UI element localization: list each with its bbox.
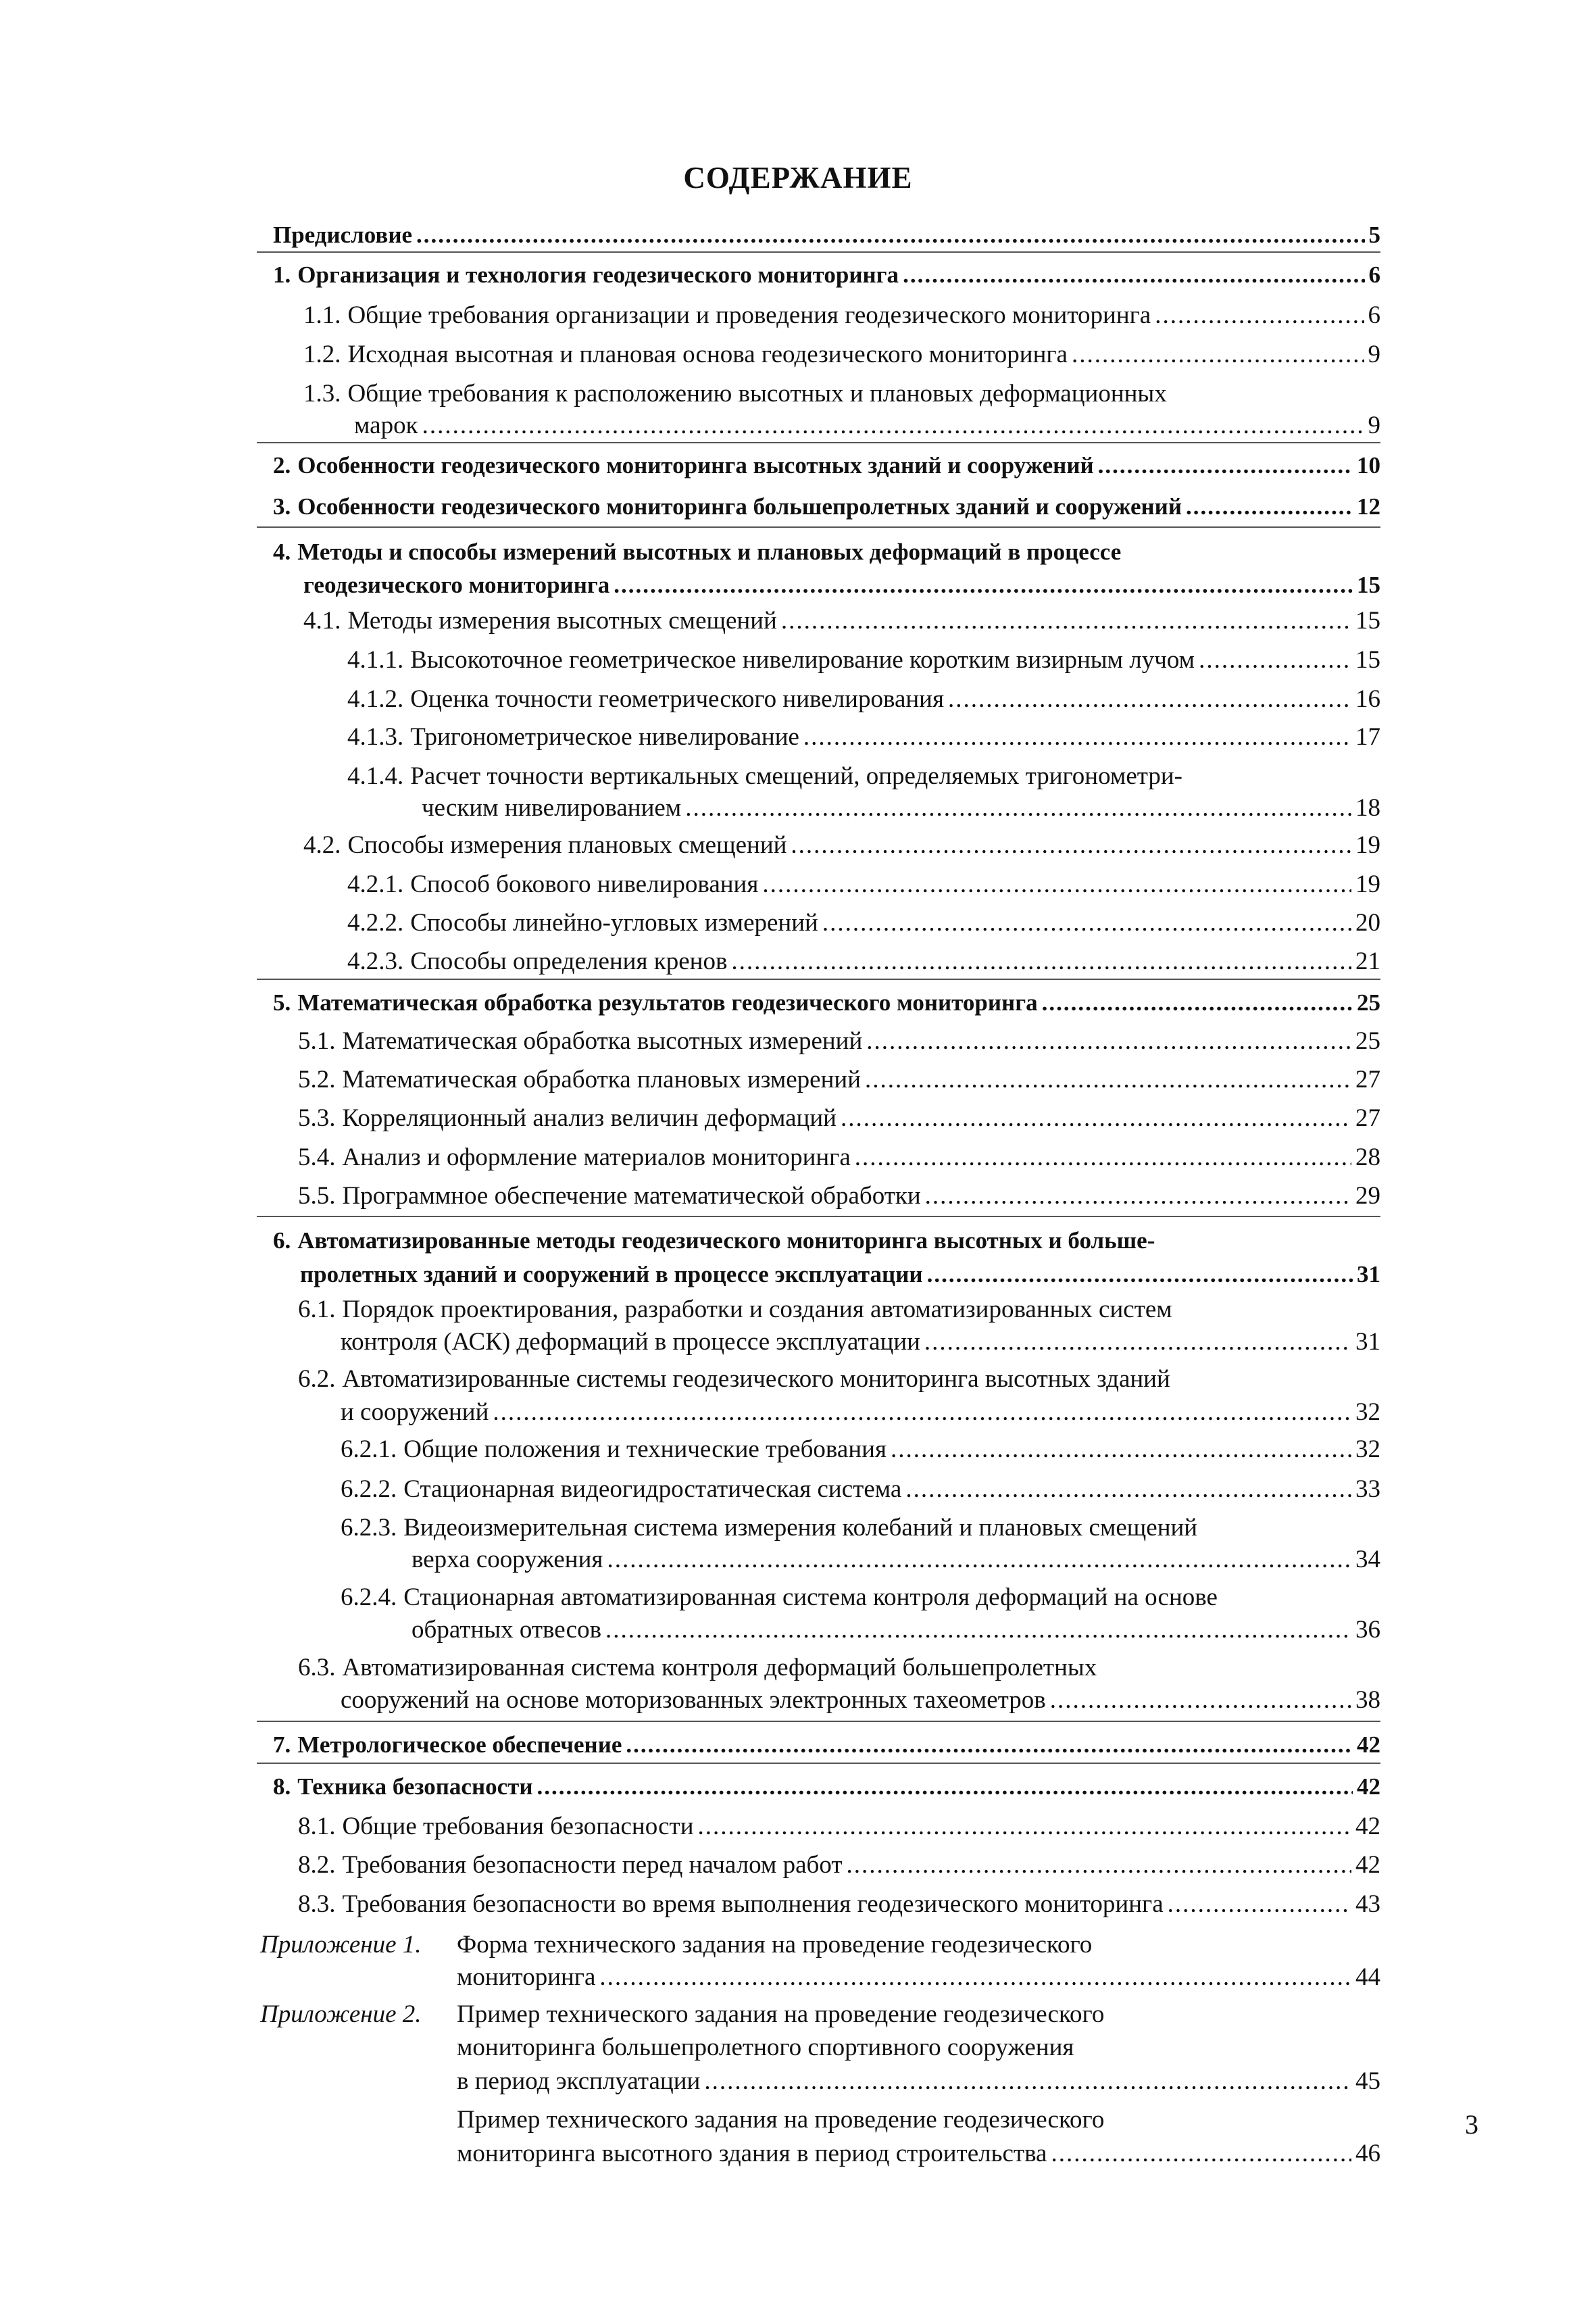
- toc-entry-title-continued: геодезического мониторинга: [303, 572, 610, 598]
- toc-entry-title-continued: верха сооружения: [412, 1546, 603, 1573]
- toc-entry-page: 44: [1355, 1963, 1380, 1991]
- appendix-title-line: мониторинга большепролетного спортивного сооружения: [457, 2034, 1074, 2061]
- toc-entry-title: Общие требования организации и проведения геодезического мониторинга: [347, 301, 1151, 329]
- appendix-entry-3[interactable]: [457, 2104, 1104, 2136]
- toc-entry-title: Способы определения кренов: [410, 947, 728, 975]
- toc-entry-title: Исходная высотная и плановая основа геодезического мониторинга: [347, 341, 1068, 368]
- dot-leader: [1050, 1684, 1351, 1717]
- dot-leader: [925, 1180, 1351, 1212]
- toc-entry-number: 4.1.: [303, 607, 341, 635]
- dot-leader: [803, 721, 1351, 754]
- section-divider: [257, 1721, 1380, 1722]
- appendix-title-line: в период эксплуатации: [457, 2067, 701, 2095]
- dot-leader: [416, 219, 1364, 251]
- appendix-entry-1-line-2[interactable]: [457, 1961, 1380, 1994]
- toc-entry-page: 42: [1357, 1731, 1380, 1758]
- toc-entry-title: Особенности геодезического мониторинга высотных зданий и сооружений: [297, 452, 1094, 478]
- dot-leader: [847, 1849, 1351, 1881]
- toc-entry-title: Математическая обработка результатов геодезического мониторинга: [297, 989, 1038, 1016]
- appendix-entry-1[interactable]: [457, 1929, 1092, 1961]
- section-divider: [257, 979, 1380, 980]
- toc-entry-number: 6.3.: [298, 1654, 336, 1681]
- toc-entry-number: 6.2.: [298, 1365, 336, 1393]
- toc-entry-number: 6.1.: [298, 1296, 336, 1323]
- toc-entry-number: 5.4.: [298, 1143, 336, 1171]
- toc-entry-6-2-3-continuation[interactable]: [412, 1544, 1380, 1576]
- toc-entry-4-1[interactable]: [303, 605, 1380, 637]
- toc-entry-4-2-2[interactable]: [347, 907, 1380, 939]
- toc-entry-number: 4.1.3.: [347, 723, 404, 751]
- toc-entry-page: 31: [1355, 1328, 1380, 1356]
- toc-entry-number: 6.2.3.: [341, 1514, 397, 1542]
- toc-entry-title: Организация и технология геодезического мониторинга: [297, 262, 899, 288]
- toc-entry-page: 45: [1355, 2067, 1380, 2095]
- dot-leader: [1199, 644, 1351, 676]
- toc-entry-8-3[interactable]: [298, 1888, 1380, 1921]
- dot-leader: [698, 1811, 1351, 1843]
- toc-entry-title: Требования безопасности перед началом работ: [342, 1851, 843, 1879]
- toc-entry-number: 4.2.3.: [347, 947, 404, 975]
- toc-title: СОДЕРЖАНИЕ: [683, 161, 913, 195]
- toc-entry-title: Общие положения и технические требования: [403, 1435, 887, 1463]
- toc-entry-page: 25: [1355, 1027, 1380, 1055]
- dot-leader: [948, 683, 1351, 716]
- toc-entry-title: Метрологическое обеспечение: [297, 1731, 622, 1758]
- dot-leader: [731, 945, 1351, 978]
- toc-entry-5-3[interactable]: [298, 1102, 1380, 1135]
- toc-entry-number: 1.3.: [303, 380, 341, 408]
- toc-entry-title: Высокоточное геометрическое нивелирование коротким визирным лучом: [410, 646, 1195, 674]
- toc-entry-title: Расчет точности вертикальных смещений, определяемых тригонометри-: [410, 762, 1182, 790]
- toc-entry-number: 5.1.: [298, 1027, 336, 1055]
- toc-entry-number: 8.1.: [298, 1813, 336, 1840]
- toc-entry-page: 15: [1357, 572, 1380, 598]
- toc-entry-title: Порядок проектирования, разработки и создания автоматизированных систем: [342, 1296, 1172, 1323]
- toc-entry-4-1-3[interactable]: [347, 721, 1380, 754]
- toc-entry-title-continued: ческим нивелированием: [422, 794, 682, 822]
- appendix-entry-2-line-2[interactable]: [457, 2032, 1074, 2064]
- toc-entry-title: Автоматизированная система контроля деформаций большепролетных: [342, 1654, 1097, 1681]
- toc-entry-1[interactable]: [273, 259, 1380, 291]
- toc-entry-number: 6.2.2.: [341, 1475, 397, 1503]
- toc-entry-number: 6.2.4.: [341, 1583, 397, 1611]
- toc-entry-number: 4.1.2.: [347, 685, 404, 713]
- toc-entry-title: Видеоизмерительная система измерения колебаний и плановых смещений: [403, 1514, 1198, 1542]
- toc-entry-page: 25: [1357, 989, 1380, 1016]
- dot-leader: [924, 1326, 1351, 1358]
- toc-entry-number: 6.: [273, 1227, 291, 1254]
- toc-entry-4-2[interactable]: [303, 829, 1380, 862]
- toc-entry-page: 32: [1355, 1398, 1380, 1426]
- toc-entry-5-5[interactable]: [298, 1180, 1380, 1212]
- toc-entry-number: 1.1.: [303, 301, 341, 329]
- toc-entry-number: 3.: [273, 493, 291, 520]
- dot-leader: [537, 1771, 1353, 1803]
- toc-entry-title: Предисловие: [273, 222, 413, 248]
- toc-entry-page: 32: [1355, 1435, 1380, 1463]
- appendix-label: Приложение 1.: [260, 1931, 422, 1959]
- toc-entry-page: 43: [1355, 1890, 1380, 1918]
- toc-entry-number: 5.: [273, 989, 291, 1016]
- toc-entry-number: 4.1.1.: [347, 646, 404, 674]
- toc-entry-title: Общие требования безопасности: [342, 1813, 694, 1840]
- dot-leader: [614, 569, 1353, 601]
- toc-entry-title: Требования безопасности во время выполнения геодезического мониторинга: [342, 1890, 1164, 1918]
- page-number: 3: [1465, 2109, 1478, 2140]
- toc-entry-number: 1.: [273, 262, 291, 288]
- toc-entry-page: 42: [1357, 1773, 1380, 1800]
- toc-entry-title-continued: пролетных зданий и сооружений в процессе эксплуатации: [300, 1261, 923, 1287]
- dot-leader: [781, 605, 1351, 637]
- dot-leader: [891, 1433, 1351, 1466]
- toc-entry-title: Анализ и оформление материалов мониторинга: [342, 1143, 851, 1171]
- toc-entry-title: Стационарная автоматизированная система контроля деформаций на основе: [403, 1583, 1218, 1611]
- appendix-entry-2-line-3[interactable]: [457, 2065, 1380, 2098]
- toc-entry-8-2[interactable]: [298, 1849, 1380, 1881]
- toc-entry-page: 12: [1357, 493, 1380, 520]
- appendix-title-line: Пример технического задания на проведение геодезического: [457, 2000, 1105, 2028]
- appendix-title-line: мониторинга высотного здания в период строительства: [457, 2140, 1047, 2167]
- toc-entry-page: 15: [1355, 607, 1380, 635]
- toc-entry-5-1[interactable]: [298, 1025, 1380, 1058]
- toc-entry-page: 5: [1368, 222, 1380, 248]
- toc-entry-title: Методы измерения высотных смещений: [347, 607, 777, 635]
- toc-entry-4[interactable]: [273, 536, 1121, 568]
- toc-entry-page: 20: [1355, 909, 1380, 937]
- appendix-title-line: Форма технического задания на проведение геодезического: [457, 1931, 1093, 1959]
- toc-entry-page: 29: [1355, 1182, 1380, 1210]
- dot-leader: [822, 907, 1351, 939]
- toc-entry-page: 38: [1355, 1686, 1380, 1714]
- toc-entry-number: 5.5.: [298, 1182, 336, 1210]
- toc-entry-4-1-4[interactable]: [347, 760, 1182, 793]
- toc-entry-title: Тригонометрическое нивелирование: [410, 723, 799, 751]
- toc-entry-preface[interactable]: [273, 219, 1380, 251]
- toc-entry-page: 15: [1355, 646, 1380, 674]
- toc-entry-4-1-2[interactable]: [347, 683, 1380, 716]
- toc-entry-title: Способы линейно-угловых измерений: [410, 909, 818, 937]
- section-divider: [257, 251, 1380, 253]
- toc-entry-title: Математическая обработка плановых измерений: [342, 1066, 861, 1093]
- section-divider: [257, 442, 1380, 443]
- dot-leader: [841, 1102, 1351, 1135]
- dot-leader: [1051, 2138, 1351, 2170]
- toc-entry-1-2[interactable]: [303, 339, 1380, 371]
- section-divider: [257, 1216, 1380, 1217]
- toc-entry-5-2[interactable]: [298, 1064, 1380, 1096]
- toc-entry-4-1-4-continuation[interactable]: [422, 792, 1380, 824]
- toc-entry-6-2-4[interactable]: [341, 1581, 1218, 1614]
- toc-entry-number: 5.3.: [298, 1104, 336, 1132]
- dot-leader: [903, 259, 1364, 291]
- toc-entry-6-3-continuation[interactable]: [341, 1684, 1380, 1717]
- toc-entry-4-1-1[interactable]: [347, 644, 1380, 676]
- dot-leader: [866, 1025, 1351, 1058]
- toc-entry-4-2-1[interactable]: [347, 868, 1380, 901]
- dot-leader: [1168, 1888, 1351, 1921]
- dot-leader: [1186, 491, 1353, 523]
- toc-entry-page: 6: [1368, 262, 1380, 288]
- dot-leader: [493, 1396, 1351, 1429]
- toc-entry-title: Стационарная видеогидростатическая система: [403, 1475, 902, 1503]
- dot-leader: [1042, 987, 1353, 1019]
- toc-entry-number: 2.: [273, 452, 291, 478]
- appendix-title-line: Пример технического задания на проведение геодезического: [457, 2106, 1105, 2134]
- toc-entry-page: 21: [1355, 947, 1380, 975]
- toc-entry-page: 16: [1355, 685, 1380, 713]
- toc-entry-5-4[interactable]: [298, 1141, 1380, 1174]
- toc-entry-6[interactable]: [273, 1225, 1155, 1257]
- toc-entry-2[interactable]: [273, 449, 1380, 482]
- toc-entry-page: 9: [1368, 341, 1380, 368]
- dot-leader: [905, 1473, 1351, 1506]
- toc-entry-6-3[interactable]: [298, 1652, 1097, 1684]
- toc-entry-number: 8.3.: [298, 1890, 336, 1918]
- dot-leader: [865, 1064, 1351, 1096]
- toc-entry-page: 31: [1357, 1261, 1380, 1287]
- toc-entry-number: 4.1.4.: [347, 762, 404, 790]
- toc-entry-4-continuation[interactable]: [303, 569, 1380, 601]
- toc-entry-number: 1.2.: [303, 341, 341, 368]
- toc-entry-3[interactable]: [273, 491, 1380, 523]
- toc-entry-page: 36: [1355, 1616, 1380, 1644]
- toc-entry-title: Оценка точности геометрического нивелирования: [410, 685, 944, 713]
- dot-leader: [607, 1544, 1351, 1576]
- toc-entry-number: 6.2.1.: [341, 1435, 397, 1463]
- toc-entry-number: 4.2.2.: [347, 909, 404, 937]
- toc-entry-8-1[interactable]: [298, 1811, 1380, 1843]
- toc-entry-1-1[interactable]: [303, 299, 1380, 332]
- toc-entry-6-2-continuation[interactable]: [341, 1396, 1380, 1429]
- toc-entry-page: 10: [1357, 452, 1380, 478]
- toc-entry-title: Общие требования к расположению высотных и плановых деформационных: [347, 380, 1167, 408]
- toc-entry-page: 27: [1355, 1104, 1380, 1132]
- toc-entry-number: 4.: [273, 539, 291, 565]
- toc-entry-number: 4.2.: [303, 831, 341, 859]
- toc-entry-title-continued: контроля (АСК) деформаций в процессе эксплуатации: [341, 1328, 920, 1356]
- dot-leader: [855, 1141, 1351, 1174]
- toc-entry-page: 27: [1355, 1066, 1380, 1093]
- toc-entry-page: 17: [1355, 723, 1380, 751]
- appendix-entry-3-line-2[interactable]: [457, 2138, 1380, 2170]
- dot-leader: [626, 1729, 1353, 1761]
- toc-entry-title: Автоматизированные системы геодезического мониторинга высотных зданий: [342, 1365, 1170, 1393]
- toc-entry-title: Особенности геодезического мониторинга большепролетных зданий и сооружений: [297, 493, 1182, 520]
- dot-leader: [685, 792, 1351, 824]
- toc-entry-8[interactable]: [273, 1771, 1380, 1803]
- toc-entry-title-continued: сооружений на основе моторизованных электронных тахеометров: [341, 1686, 1046, 1714]
- toc-entry-number: 8.: [273, 1773, 291, 1800]
- toc-entry-page: 42: [1355, 1813, 1380, 1840]
- dot-leader: [422, 410, 1364, 442]
- dot-leader: [762, 868, 1351, 901]
- appendix-entry-2[interactable]: [457, 1998, 1104, 2031]
- toc-entry-number: 8.2.: [298, 1851, 336, 1879]
- toc-entry-1-3[interactable]: [303, 378, 1167, 410]
- toc-entry-title: Техника безопасности: [297, 1773, 533, 1800]
- toc-entry-6-1[interactable]: [298, 1294, 1172, 1326]
- toc-entry-6-2-4-continuation[interactable]: [412, 1614, 1380, 1646]
- toc-entry-title-continued: обратных отвесов: [412, 1616, 602, 1644]
- toc-entry-6-2[interactable]: [298, 1363, 1170, 1396]
- dot-leader: [599, 1961, 1351, 1994]
- toc-entry-6-2-1[interactable]: [341, 1433, 1380, 1466]
- toc-entry-1-3-continuation[interactable]: [354, 410, 1380, 442]
- dot-leader: [1072, 339, 1364, 371]
- toc-entry-title: Корреляционный анализ величин деформаций: [342, 1104, 837, 1132]
- toc-entry-page: 33: [1355, 1475, 1380, 1503]
- toc-entry-title: Способы измерения плановых смещений: [347, 831, 787, 859]
- toc-entry-title: Программное обеспечение математической обработки: [342, 1182, 921, 1210]
- dot-leader: [1098, 449, 1353, 482]
- toc-entry-6-2-2[interactable]: [341, 1473, 1380, 1506]
- toc-entry-title: Математическая обработка высотных измерений: [342, 1027, 863, 1055]
- dot-leader: [927, 1258, 1353, 1291]
- toc-entry-6-continuation[interactable]: [300, 1258, 1380, 1291]
- dot-leader: [791, 829, 1351, 862]
- toc-entry-page: 6: [1368, 301, 1380, 329]
- appendix-title-line: мониторинга: [457, 1963, 596, 1991]
- toc-entry-title-continued: марок: [354, 412, 418, 439]
- appendix-label: Приложение 2.: [260, 2000, 422, 2028]
- toc-entry-4-2-3[interactable]: [347, 945, 1380, 978]
- dot-leader: [704, 2065, 1351, 2098]
- toc-entry-6-1-continuation[interactable]: [341, 1326, 1380, 1358]
- toc-entry-page: 9: [1368, 412, 1380, 439]
- toc-entry-7[interactable]: [273, 1729, 1380, 1761]
- toc-entry-title: Автоматизированные методы геодезического мониторинга высотных и больше-: [297, 1227, 1155, 1254]
- toc-entry-5[interactable]: [273, 987, 1380, 1019]
- toc-entry-page: 19: [1355, 870, 1380, 898]
- section-divider: [257, 526, 1380, 528]
- toc-entry-title-continued: и сооружений: [341, 1398, 489, 1426]
- toc-entry-title: Методы и способы измерений высотных и плановых деформаций в процессе: [297, 539, 1122, 565]
- toc-entry-page: 46: [1355, 2140, 1380, 2167]
- toc-entry-title: Способ бокового нивелирования: [410, 870, 759, 898]
- section-divider: [257, 1763, 1380, 1764]
- dot-leader: [605, 1614, 1351, 1646]
- toc-entry-number: 5.2.: [298, 1066, 336, 1093]
- toc-entry-page: 34: [1355, 1546, 1380, 1573]
- toc-entry-number: 4.2.1.: [347, 870, 404, 898]
- toc-entry-page: 19: [1355, 831, 1380, 859]
- toc-entry-page: 42: [1355, 1851, 1380, 1879]
- toc-entry-page: 18: [1355, 794, 1380, 822]
- dot-leader: [1155, 299, 1364, 332]
- toc-entry-6-2-3[interactable]: [341, 1512, 1197, 1544]
- toc-entry-page: 28: [1355, 1143, 1380, 1171]
- toc-entry-number: 7.: [273, 1731, 291, 1758]
